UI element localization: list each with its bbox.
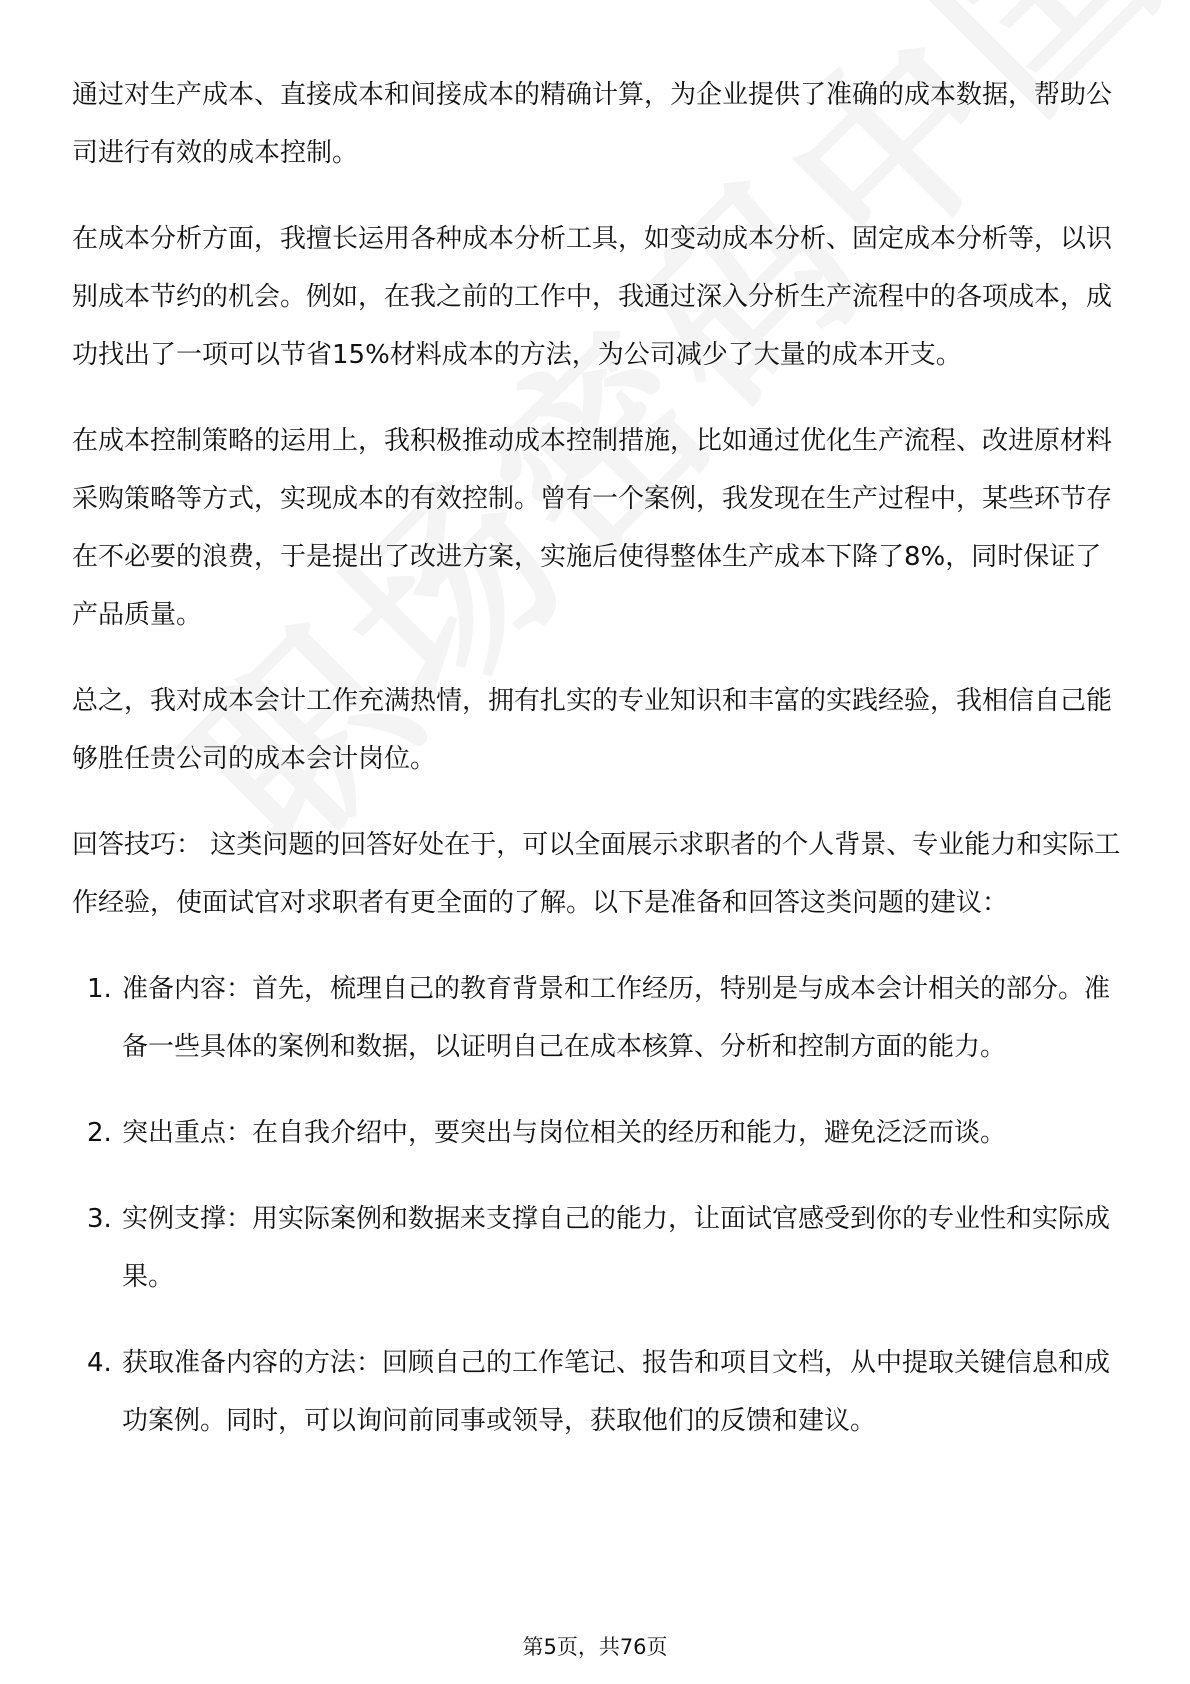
paragraph-cost-control: 在成本控制策略的运用上，我积极推动成本控制措施，比如通过优化生产流程、改进原材料采购策略等方式，实现成本的有效控制。曾有一个案例，我发现在生产过程中，某些环节存在不必要的浪费，于是提出了改进方案，实施后使得整体生产成本下降了8%，同时保证了产品质量。: [72, 426, 1113, 630]
paragraph-cost-analysis: 在成本分析方面，我擅长运用各种成本分析工具，如变动成本分析、固定成本分析等，以识别成本节约的机会。例如，在我之前的工作中，我通过深入分析生产流程中的各项成本，成功找出了一项可以节省15%材料成本的方法，为公司减少了大量的成本开支。: [72, 224, 1113, 370]
page-footer: [0, 1632, 1190, 1662]
list-item-number: 1.: [87, 974, 112, 1004]
suggestion-list: [72, 960, 1122, 1450]
list-item-number: 4.: [87, 1348, 112, 1378]
list-item-text: 突出重点：在自我介绍中，要突出与岗位相关的经历和能力，避免泛泛而谈。: [122, 1118, 1007, 1148]
paragraph-cost-calculation: 通过对生产成本、直接成本和间接成本的精确计算，为企业提供了准确的成本数据，帮助公司进行有效的成本控制。: [72, 80, 1113, 168]
list-item-text: 准备内容：首先，梳理自己的教育背景和工作经历，特别是与成本会计相关的部分。准备一些具体的案例和数据，以证明自己在成本核算、分析和控制方面的能力。: [122, 974, 1111, 1062]
list-item: [72, 960, 1122, 1076]
list-item-text: 获取准备内容的方法：回顾自己的工作笔记、报告和项目文档，从中提取关键信息和成功案例。同时，可以询问前同事或领导，获取他们的反馈和建议。: [122, 1348, 1111, 1436]
list-item: [72, 1104, 1122, 1162]
list-item-number: 3.: [87, 1204, 112, 1234]
page-number: 第5页，共76页: [522, 1635, 668, 1659]
list-item-text: 实例支撑：用实际案例和数据来支撑自己的能力，让面试官感受到你的专业性和实际成果。: [122, 1204, 1111, 1292]
list-item: [72, 1334, 1122, 1450]
list-item-number: 2.: [87, 1118, 112, 1148]
list-item: [72, 1190, 1122, 1306]
paragraph-answer-tips: 回答技巧： 这类问题的回答好处在于，可以全面展示求职者的个人背景、专业能力和实际工作经验，使面试官对求职者有更全面的了解。以下是准备和回答这类问题的建议：: [72, 830, 1121, 918]
document-body: [72, 66, 1122, 1478]
paragraph-summary: 总之，我对成本会计工作充满热情，拥有扎实的专业知识和丰富的实践经验，我相信自己能够胜任贵公司的成本会计岗位。: [72, 686, 1113, 774]
